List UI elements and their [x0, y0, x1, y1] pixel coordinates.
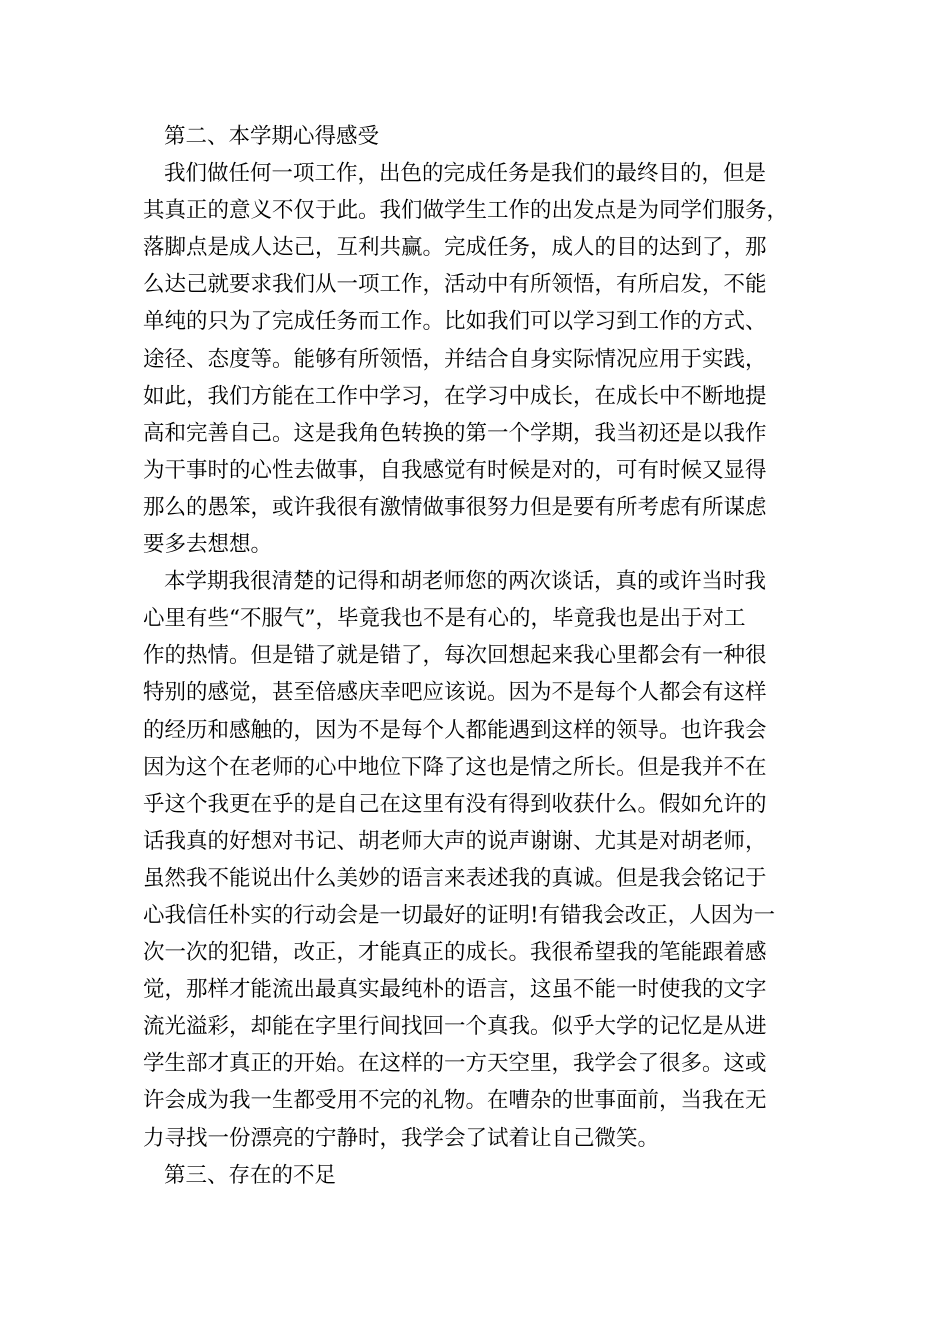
paragraph-line: 许会成为我一生都受用不完的礼物。在嘈杂的世事面前，当我在无 [143, 1088, 767, 1114]
paragraph-line: 么达己就要求我们从一项工作，活动中有所领悟，有所启发，不能 [143, 272, 767, 298]
paragraph-line: 心里有些“不服气”，毕竟我也不是有心的，毕竟我也是出于对工 [143, 606, 746, 632]
paragraph-line: 力寻找一份漂亮的宁静时，我学会了试着让自己微笑。 [143, 1125, 660, 1151]
paragraph-conversations [143, 563, 813, 1157]
paragraph-line: 心我信任朴实的行动会是一切最好的证明!有错我会改正，人因为一 [143, 902, 776, 928]
paragraph-line: 落脚点是成人达己，互利共赢。完成任务，成人的目的达到了，那 [143, 235, 767, 261]
paragraph-line: 作的热情。但是错了就是错了，每次回想起来我心里都会有一种很 [143, 643, 767, 669]
paragraph-line: 我们做任何一项工作，出色的完成任务是我们的最终目的，但是 [164, 161, 767, 187]
paragraph-line: 要多去想想。 [143, 532, 273, 558]
paragraph-line: 单纯的只为了完成任务而工作。比如我们可以学习到工作的方式、 [143, 309, 767, 335]
paragraph-line: 特别的感觉，甚至倍感庆幸吧应该说。因为不是每个人都会有这样 [143, 680, 767, 706]
paragraph-line: 高和完善自己。这是我角色转换的第一个学期，我当初还是以我作 [143, 420, 767, 446]
paragraph-line: 觉，那样才能流出最真实最纯朴的语言，这虽不能一时使我的文字 [143, 977, 767, 1003]
paragraph-line: 学生部才真正的开始。在这样的一方天空里，我学会了很多。这或 [143, 1051, 767, 1077]
paragraph-reflections [143, 155, 813, 563]
paragraph-line: 话我真的好想对书记、胡老师大声的说声谢谢、尤其是对胡老师， [143, 828, 767, 854]
paragraph-line: 如此，我们方能在工作中学习，在学习中成长，在成长中不断地提 [143, 383, 767, 409]
paragraph-line: 乎这个我更在乎的是自己在这里有没有得到收获什么。假如允许的 [143, 791, 767, 817]
paragraph-line: 的经历和感触的，因为不是每个人都能遇到这样的领导。也许我会 [143, 717, 767, 743]
paragraph-line: 本学期我很清楚的记得和胡老师您的两次谈话，真的或许当时我 [164, 569, 767, 595]
paragraph-line: 次一次的犯错，改正，才能真正的成长。我很希望我的笔能跟着感 [143, 940, 767, 966]
section-heading-3: 第三、存在的不足 [164, 1162, 337, 1188]
paragraph-line: 那么的愚笨，或许我很有激情做事很努力但是要有所考虑有所谋虑 [143, 494, 767, 520]
paragraph-line: 途径、态度等。能够有所领悟，并结合自身实际情况应用于实践， [143, 346, 767, 372]
section-heading-2: 第二、本学期心得感受 [164, 124, 380, 149]
document-body [143, 118, 813, 1194]
paragraph-line: 因为这个在老师的心中地位下降了这也是情之所长。但是我并不在 [143, 754, 767, 780]
paragraph-line: 虽然我不能说出什么美妙的语言来表述我的真诚。但是我会铭记于 [143, 865, 767, 891]
paragraph-line: 流光溢彩，却能在字里行间找回一个真我。似乎大学的记忆是从进 [143, 1014, 767, 1040]
paragraph-line: 为干事时的心性去做事，自我感觉有时候是对的，可有时候又显得 [143, 457, 767, 483]
paragraph-line: 其真正的意义不仅于此。我们做学生工作的出发点是为同学们服务， [143, 198, 789, 224]
